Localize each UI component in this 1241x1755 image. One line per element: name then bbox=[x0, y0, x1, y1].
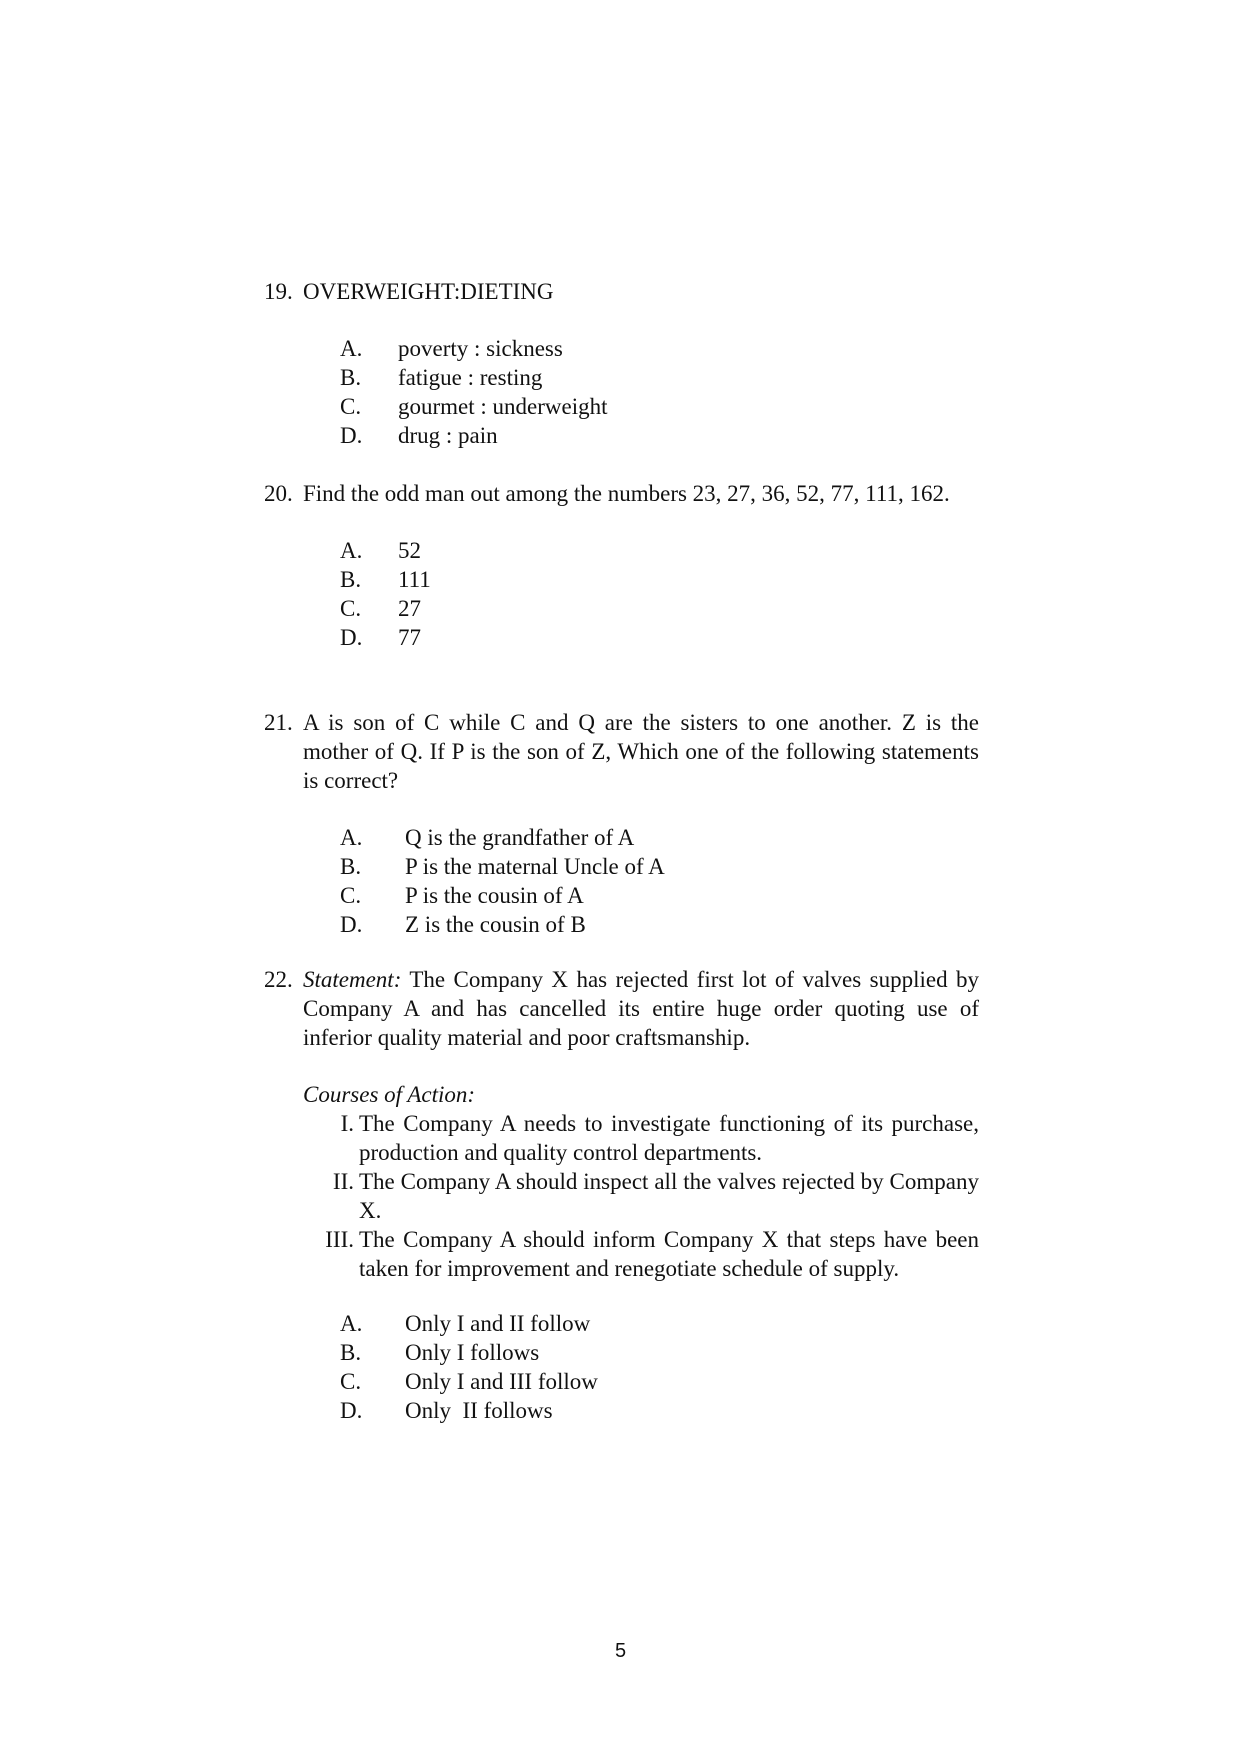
course-text: The Company A should inform Company X that steps have been taken for improvement and renegotiate schedule of supply. bbox=[359, 1227, 979, 1281]
question-stem bbox=[264, 708, 979, 795]
course-text: The Company A needs to investigate functioning of its purchase, production and quality control departments. bbox=[359, 1111, 979, 1165]
option-text: fatigue : resting bbox=[398, 365, 543, 390]
option-letter: C. bbox=[340, 596, 362, 621]
option-letter: D. bbox=[340, 1398, 363, 1423]
option-b bbox=[264, 363, 979, 392]
question-text: Find the odd man out among the numbers 23, 27, 36, 52, 77, 111, 162. bbox=[303, 481, 950, 506]
option-letter: D. bbox=[340, 625, 363, 650]
option-a bbox=[264, 823, 979, 852]
course-numeral: III. bbox=[325, 1227, 354, 1252]
option-letter: A. bbox=[340, 825, 363, 850]
option-letter: D. bbox=[340, 423, 363, 448]
question-number: 19. bbox=[264, 279, 293, 304]
course-item bbox=[264, 1167, 979, 1225]
option-a bbox=[264, 334, 979, 363]
option-list bbox=[264, 823, 979, 939]
option-letter: A. bbox=[340, 336, 363, 361]
option-text: Z is the cousin of B bbox=[405, 912, 586, 937]
course-item bbox=[264, 1225, 979, 1283]
option-c bbox=[264, 1367, 979, 1396]
option-d bbox=[264, 623, 979, 652]
option-text: Only I and II follow bbox=[405, 1311, 591, 1336]
option-c bbox=[264, 881, 979, 910]
question-19 bbox=[264, 277, 979, 450]
option-letter: B. bbox=[340, 1340, 362, 1365]
question-text: OVERWEIGHT:DIETING bbox=[303, 279, 554, 304]
option-text: 111 bbox=[398, 567, 431, 592]
option-text: P is the maternal Uncle of A bbox=[405, 854, 665, 879]
option-text: Only I and III follow bbox=[405, 1369, 598, 1394]
course-text: The Company A should inspect all the valves rejected by Company X. bbox=[359, 1169, 979, 1223]
course-numeral: II. bbox=[332, 1169, 354, 1194]
question-number: 22. bbox=[264, 967, 293, 992]
option-letter: C. bbox=[340, 883, 362, 908]
option-a bbox=[264, 1309, 979, 1338]
option-text: 77 bbox=[398, 625, 421, 650]
option-letter: C. bbox=[340, 394, 362, 419]
option-letter: B. bbox=[340, 854, 362, 879]
page-number: 5 bbox=[614, 1640, 627, 1662]
option-b bbox=[264, 565, 979, 594]
option-letter: C. bbox=[340, 1369, 362, 1394]
question-20 bbox=[264, 479, 979, 652]
course-numeral: I. bbox=[340, 1111, 354, 1136]
option-letter: A. bbox=[340, 538, 363, 563]
option-a bbox=[264, 536, 979, 565]
option-text: 27 bbox=[398, 596, 421, 621]
option-text: Q is the grandfather of A bbox=[405, 825, 635, 850]
question-text: The Company X has rejected first lot of valves supplied by Company A and has cancelled its entire huge order quoting use of inferior quality material and poor craftsmanship. bbox=[303, 967, 979, 1050]
option-b bbox=[264, 852, 979, 881]
courses-label: Courses of Action: bbox=[303, 1082, 476, 1107]
question-stem bbox=[264, 965, 979, 1052]
option-c bbox=[264, 392, 979, 421]
option-d bbox=[264, 910, 979, 939]
option-list bbox=[264, 334, 979, 450]
option-d bbox=[264, 421, 979, 450]
option-text: poverty : sickness bbox=[398, 336, 563, 361]
question-number: 21. bbox=[264, 710, 293, 735]
option-letter: B. bbox=[340, 365, 362, 390]
question-22 bbox=[264, 965, 979, 1425]
option-text: Only II follows bbox=[405, 1398, 553, 1423]
option-letter: A. bbox=[340, 1311, 363, 1336]
question-21 bbox=[264, 708, 979, 939]
option-letter: D. bbox=[340, 912, 363, 937]
option-c bbox=[264, 594, 979, 623]
question-stem bbox=[264, 479, 979, 508]
option-text: Only I follows bbox=[405, 1340, 540, 1365]
question-stem bbox=[264, 277, 979, 306]
option-text: P is the cousin of A bbox=[405, 883, 584, 908]
option-list bbox=[264, 536, 979, 652]
course-item bbox=[264, 1109, 979, 1167]
option-list bbox=[264, 1309, 979, 1425]
option-text: gourmet : underweight bbox=[398, 394, 608, 419]
option-text: 52 bbox=[398, 538, 421, 563]
option-b bbox=[264, 1338, 979, 1367]
option-letter: B. bbox=[340, 567, 362, 592]
option-d bbox=[264, 1396, 979, 1425]
option-text: drug : pain bbox=[398, 423, 498, 448]
question-number: 20. bbox=[264, 481, 293, 506]
question-text: A is son of C while C and Q are the sisters to one another. Z is the mother of Q. If P is the son of Z, Which one of the following statements is correct? bbox=[303, 710, 979, 793]
statement-label: Statement: bbox=[303, 967, 402, 992]
courses-list bbox=[264, 1109, 979, 1283]
